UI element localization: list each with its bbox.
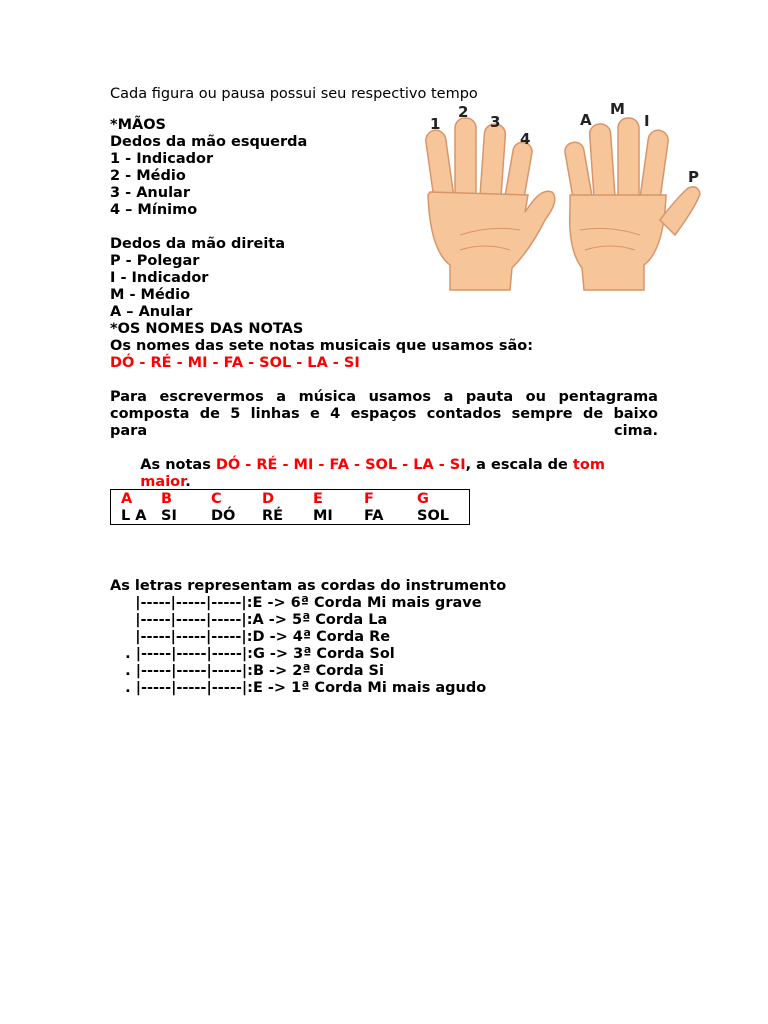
string-line-2: . |-----|-----|-----|:B -> 2ª Corda Si (110, 663, 384, 679)
note-la: L A (121, 508, 147, 524)
paragraph-line-2 (110, 406, 658, 423)
right-hand-title: Dedos da mão direita (110, 236, 286, 252)
left-finger-3: 3 - Anular (110, 185, 190, 201)
paragraph-word: de (199, 406, 220, 422)
left-finger-1: 1 - Indicador (110, 151, 214, 167)
finger-label-4: 4 (520, 130, 531, 148)
hands-illustration (420, 100, 710, 295)
notes-table (110, 489, 470, 525)
finger-label-1: 1 (430, 115, 441, 133)
right-finger-i: I - Indicador (110, 270, 209, 286)
note-fa: FA (364, 508, 384, 524)
right-finger-m: M - Médio (110, 287, 191, 303)
finger-label-a: A (580, 111, 592, 129)
paragraph-word: pentagrama (558, 389, 658, 405)
notes-title: *OS NOMES DAS NOTAS (110, 321, 304, 337)
paragraph-word: composta (110, 406, 190, 422)
letter-g: G (417, 491, 429, 507)
paragraph-word: para (110, 423, 148, 439)
paragraph-word: e (310, 406, 320, 422)
string-line-3: . |-----|-----|-----|:G -> 3ª Corda Sol (110, 646, 395, 662)
period-text: . (185, 474, 191, 490)
letter-c: C (211, 491, 222, 507)
maior-highlight: maior (140, 474, 186, 490)
finger-label-i: I (644, 112, 650, 130)
right-finger-a: A – Anular (110, 304, 193, 320)
letter-f: F (364, 491, 374, 507)
notes-description: Os nomes das sete notas musicais que usamos são: (110, 338, 534, 354)
notes-line: DÓ - RÉ - MI - FA - SOL - LA - SI (110, 355, 360, 371)
letter-b: B (161, 491, 173, 507)
string-line-6: |-----|-----|-----|:E -> 6ª Corda Mi mais grave (110, 595, 482, 611)
string-line-5: |-----|-----|-----|:A -> 5ª Corda La (110, 612, 388, 628)
paragraph-word: ou (525, 389, 546, 405)
paragraph-word: contados (426, 406, 502, 422)
paragraph-word: 5 (230, 406, 241, 422)
paragraph-line-4 (110, 440, 658, 473)
paragraph-word: 4 (330, 406, 341, 422)
paragraph-word: pauta (465, 389, 514, 405)
paragraph-word: a (276, 389, 287, 405)
note-sol: SOL (417, 508, 450, 524)
escala-text: , a escala de (465, 457, 573, 473)
paragraph-word: sempre (511, 406, 573, 422)
finger-label-2: 2 (458, 103, 469, 121)
note-re: RÉ (262, 508, 284, 524)
note-mi: MI (313, 508, 333, 524)
notes-highlight: DÓ - RÉ - MI - FA - SOL - LA - SI (215, 457, 466, 473)
paragraph-word: escrevermos (159, 389, 264, 405)
finger-label-m: M (610, 100, 625, 118)
hands-drawing (420, 100, 710, 295)
letter-e: E (313, 491, 323, 507)
strings-title: As letras representam as cordas do instrumento (110, 578, 507, 594)
paragraph-word: de (582, 406, 604, 422)
paragraph-word: Para (110, 389, 147, 405)
note-do: DÓ (211, 508, 236, 524)
finger-label-3: 3 (490, 113, 501, 131)
paragraph-word: a (443, 389, 454, 405)
paragraph-word: cima. (614, 423, 658, 439)
note-si: SI (161, 508, 177, 524)
tom-highlight: tom (572, 457, 605, 473)
paragraph-line-3 (110, 423, 658, 440)
letter-d: D (262, 491, 275, 507)
string-line-1: . |-----|-----|-----|:E -> 1ª Corda Mi mais agudo (110, 680, 487, 696)
left-finger-2: 2 - Médio (110, 168, 186, 184)
staff-paragraph (110, 389, 658, 490)
paragraph-word: baixo (613, 406, 658, 422)
intro-text: Cada figura ou pausa possui seu respectivo tempo (110, 86, 478, 102)
paragraph-word: usamos (368, 389, 432, 405)
hands-title: *MÃOS (110, 117, 167, 133)
string-line-4: |-----|-----|-----|:D -> 4ª Corda Re (110, 629, 391, 645)
paragraph-word: linhas (250, 406, 300, 422)
paragraph-word: música (298, 389, 357, 405)
paragraph-word: espaços (350, 406, 417, 422)
as-notas-text: As notas (140, 457, 216, 473)
letter-a: A (121, 491, 133, 507)
right-finger-p: P - Polegar (110, 253, 200, 269)
finger-label-p: P (688, 168, 699, 186)
left-hand-title: Dedos da mão esquerda (110, 134, 308, 150)
left-finger-4: 4 – Mínimo (110, 202, 198, 218)
paragraph-line-1 (110, 389, 658, 406)
